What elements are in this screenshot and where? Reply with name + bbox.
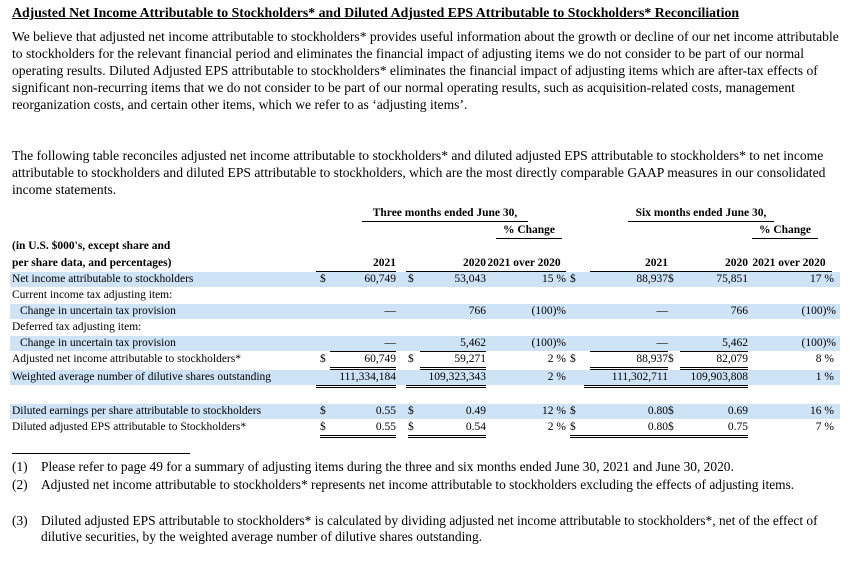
value-2021-three: 60,749: [364, 273, 396, 285]
row-label: Diluted adjusted EPS attributable to Stockholders*: [12, 421, 247, 433]
col-header-2021-three: 2021: [316, 256, 396, 272]
value-2020-three: 59,271: [420, 352, 486, 370]
row-label: Change in uncertain tax provision: [20, 337, 176, 349]
table-row: [10, 320, 840, 335]
table-row: [10, 370, 840, 385]
currency-sign: $: [408, 420, 420, 438]
currency-sign: $: [668, 353, 674, 365]
value-2021-six: —: [656, 305, 668, 317]
table-row: [10, 352, 840, 367]
pct-change-three: (100)%: [531, 305, 566, 317]
value-2020-six: 109,903,808: [668, 370, 748, 388]
header-three-months: Three months ended June 30,: [362, 206, 528, 222]
currency-sign: $: [320, 273, 326, 285]
table-row: [10, 288, 840, 303]
footnote-number: (1): [12, 459, 28, 474]
currency-sign: $: [408, 405, 414, 417]
currency-sign: $: [570, 273, 576, 285]
footnote-number: (3): [12, 513, 28, 528]
header-pct-change-1: % Change: [496, 223, 562, 239]
row-label: Net income attributable to stockholders: [12, 273, 194, 285]
currency-sign: $: [408, 273, 414, 285]
section-title: Adjusted Net Income Attributable to Stockholders* and Diluted Adjusted EPS Attributable to Stockholders* Reconciliation: [12, 5, 740, 20]
value-2020-six: 5,462: [680, 336, 748, 352]
pct-change-three: 2 %: [547, 371, 566, 383]
currency-sign: $: [668, 405, 674, 417]
pct-change-three: 2 %: [547, 421, 566, 433]
col-header-change-six: 2021 over 2020: [746, 256, 832, 272]
value-2020-three: 766: [468, 305, 486, 317]
value-2021-six: 88,937: [590, 352, 668, 370]
table-row: [10, 304, 840, 319]
units-label-line2: per share data, and percentages): [12, 257, 172, 269]
value-2021-six: 111,302,711: [584, 370, 668, 388]
table-row: [10, 336, 840, 351]
footnote-text: Adjusted net income attributable to stockholders* represents net income attributable to stockholders excluding the effects of adjusting items.: [41, 477, 795, 492]
col-header-2021-six: 2021: [590, 256, 668, 272]
currency-sign: $: [668, 420, 680, 438]
value-2021-three: 111,334,184: [316, 370, 396, 388]
pct-change-six: (100)%: [801, 305, 836, 317]
pct-change-three: 15 %: [542, 273, 566, 285]
row-label: Adjusted net income attributable to stockholders*: [12, 353, 241, 365]
table-row: [10, 404, 840, 419]
footnote-text: Diluted adjusted EPS attributable to stockholders* is calculated by dividing adjusted net income attributable to stockholders*, net of the effect of dilutive securities, by the weighted average number of dilutive shares outstanding.: [41, 513, 818, 544]
footnote-divider: [12, 453, 190, 454]
currency-sign: $: [668, 273, 674, 285]
value-2020-six: 0.75: [680, 420, 748, 438]
value-2021-six: 88,937: [636, 273, 668, 285]
row-label: Deferred tax adjusting item:: [12, 321, 142, 333]
intro-paragraph: We believe that adjusted net income attributable to stockholders* provides useful information about the growth or decline of our net income attributable to stockholders for the relevant financial period and eliminates the financial impact of adjusting items we do not consider to be part of our normal operating results. Diluted Adjusted EPS attributable to stockholders* eliminates the financial impact of adjusting items which are after-tax effects of significant non-recurring items that we do not consider to be part of our normal operating results, such as acquisition-related costs, management reorganization costs, and certain other items, which we refer to as ‘adjusting items’.: [12, 29, 839, 112]
value-2020-three: 0.49: [465, 405, 486, 417]
header-pct-change-2: % Change: [752, 223, 818, 239]
pct-change-three: 2 %: [547, 353, 566, 365]
currency-sign: $: [570, 420, 590, 438]
pct-change-three: 12 %: [542, 405, 566, 417]
value-2021-six: 0.80: [590, 420, 668, 438]
value-2021-three: —: [384, 305, 396, 317]
value-2020-six: 0.69: [727, 405, 748, 417]
value-2021-three: 0.55: [375, 405, 396, 417]
value-2020-three: 109,323,343: [406, 370, 486, 388]
row-label: Diluted earnings per share attributable to stockholders: [12, 405, 262, 417]
header-six-months: Six months ended June 30,: [628, 206, 774, 222]
table-row: [10, 420, 840, 435]
value-2020-six: 75,851: [716, 273, 748, 285]
row-label: Weighted average number of dilutive shares outstanding: [12, 371, 272, 383]
pct-change-six: (100)%: [801, 337, 836, 349]
col-header-change-three: 2021 over 2020: [482, 256, 566, 272]
row-label: Current income tax adjusting item:: [12, 289, 173, 301]
value-2021-three: 60,749: [330, 352, 396, 370]
pct-change-six: 17 %: [810, 273, 834, 285]
value-2020-six: 766: [730, 305, 748, 317]
value-2020-six: 82,079: [680, 352, 748, 370]
value-2021-six: 0.80: [647, 405, 668, 417]
value-2020-three: 5,462: [420, 336, 486, 352]
pct-change-six: 1 %: [815, 371, 834, 383]
currency-sign: $: [320, 353, 326, 365]
value-2021-six: —: [590, 336, 668, 352]
pct-change-six: 8 %: [815, 353, 834, 365]
currency-sign: $: [408, 353, 414, 365]
pct-change-six: 16 %: [810, 405, 834, 417]
currency-sign: $: [320, 405, 326, 417]
pct-change-six: 7 %: [815, 421, 834, 433]
units-label-line1: (in U.S. $000's, except share and: [12, 240, 171, 252]
currency-sign: $: [320, 420, 330, 438]
value-2021-three: —: [330, 336, 396, 352]
footnote-number: (2): [12, 477, 28, 492]
row-label: Change in uncertain tax provision: [20, 305, 176, 317]
table-row: [10, 272, 840, 287]
footnote-text: Please refer to page 49 for a summary of adjusting items during the three and six months ended June 30, 2021 and June 30, 2020.: [41, 459, 734, 474]
currency-sign: $: [570, 405, 576, 417]
currency-sign: $: [570, 353, 576, 365]
value-2020-three: 53,043: [454, 273, 486, 285]
col-header-2020-six: 2020: [668, 256, 748, 272]
value-2021-three: 0.55: [330, 420, 396, 438]
value-2020-three: 0.54: [420, 420, 486, 438]
col-header-2020-three: 2020: [406, 256, 486, 272]
table-intro-paragraph: The following table reconciles adjusted net income attributable to stockholders* and diluted adjusted EPS attributable to stockholders* to net income attributable to stockholders and diluted EPS attributable to stockholders, which are the most directly comparable GAAP measures in our consolidated income statements.: [12, 148, 826, 197]
pct-change-three: (100)%: [531, 337, 566, 349]
